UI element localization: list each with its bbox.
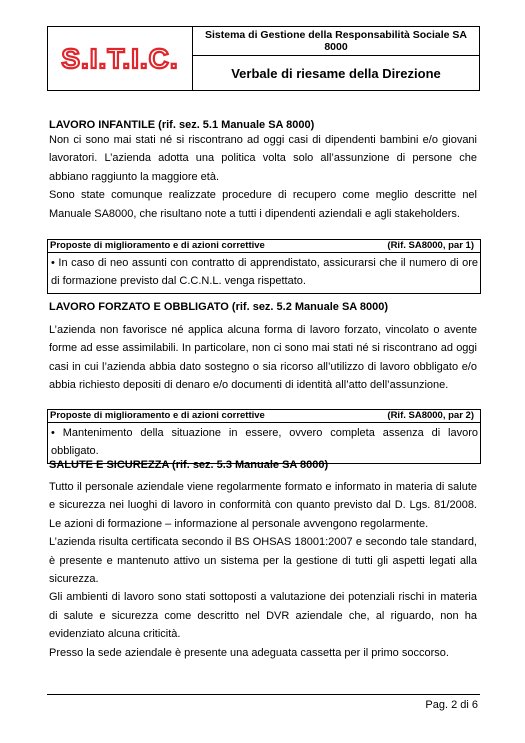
paragraph: Presso la sede aziendale è presente una adeguata cassetta per il primo soccorso. [49, 646, 449, 659]
document-title: Verbale di riesame della Direzione [231, 65, 441, 81]
section-title: SALUTE E SICUREZZA (rif. sez. 5.3 Manuale SA 8000) [49, 459, 329, 471]
proposal-box [47, 409, 481, 464]
section-body [49, 321, 477, 395]
logo-graphic [60, 42, 180, 76]
paragraph: Gli ambienti di lavoro sono stati sottoposti a valutazione dei potenziali rischi in materia di salute e sicurezza come descritto nel DVR aziendale che, al riguardo, non ha evidenziato alcuna criticità. [49, 591, 477, 641]
proposal-header [48, 410, 480, 423]
company-logo [48, 27, 193, 90]
system-title: Sistema di Gestione della Responsabilità Sociale SA 8000 [193, 27, 479, 56]
page-number: Pag. 2 di 6 [425, 699, 478, 711]
footer-divider [47, 694, 480, 695]
proposal-ref: (Rif. SA8000, par 1) [387, 240, 474, 251]
document-header [47, 26, 480, 91]
proposal-header [48, 240, 480, 253]
paragraph: L’azienda risulta certificata secondo il BS OHSAS 18001:2007 e secondo tale standard, è presente e mantenuto attivo un sistema per la gestione di tutti gli aspetti legati alla sicurezza. [49, 536, 477, 586]
section-body [49, 131, 477, 223]
section-title: LAVORO INFANTILE (rif. sez. 5.1 Manuale SA 8000) [49, 119, 315, 131]
proposal-text: • Mantenimento della situazione in essere, ovvero completa assenza di lavoro obbligato. [51, 427, 478, 458]
proposal-label: Proposte di miglioramento e di azioni correttive [50, 410, 265, 421]
proposal-label: Proposte di miglioramento e di azioni correttive [50, 240, 265, 251]
proposal-ref: (Rif. SA8000, par 2) [387, 410, 474, 421]
paragraph: Tutto il personale aziendale viene regolarmente formato e informato in materia di salute e sicurezza nei luoghi di lavoro in conformità con quanto previsto dal D. Lgs. 81/2008. Le azioni di formazione – informazione al personale avvengono regolarmente. [49, 481, 477, 530]
paragraph: Non ci sono mai stati né si riscontrano ad oggi casi di dipendenti bambini e/o giovani lavoratori. L’azienda adotta una politica volta solo all’assunzione di persone che abbiano raggiunto la maggiore età. [49, 134, 477, 183]
proposal-box [47, 239, 481, 294]
paragraph: Sono state comunque realizzate procedure di recupero come meglio descritte nel Manuale SA8000, che risultano note a tutti i dipendenti aziendali e agli stakeholders. [49, 189, 477, 220]
paragraph: L’azienda non favorisce né applica alcuna forma di lavoro forzato, vincolato o avente forme ad esse assimilabili. In particolare, non ci sono mai stati né si riscontrano ad oggi casi in cui l’azienda abbia dato sostegno o sia ricorso all’utilizzo di lavoro obbligato e/o abbia richiesto depositi di denaro e/o documenti di identità all’atto dell’assunzione. [49, 324, 477, 392]
section-body [49, 478, 477, 662]
proposal-text: • In caso di neo assunti con contratto di apprendistato, assicurarsi che il numero di ore di formazione previsto dal C.C.N.L. venga rispettato. [51, 257, 478, 288]
section-title: LAVORO FORZATO E OBBLIGATO (rif. sez. 5.2 Manuale SA 8000) [49, 301, 389, 313]
logo-text: S.I.T.I.C. [61, 42, 179, 74]
